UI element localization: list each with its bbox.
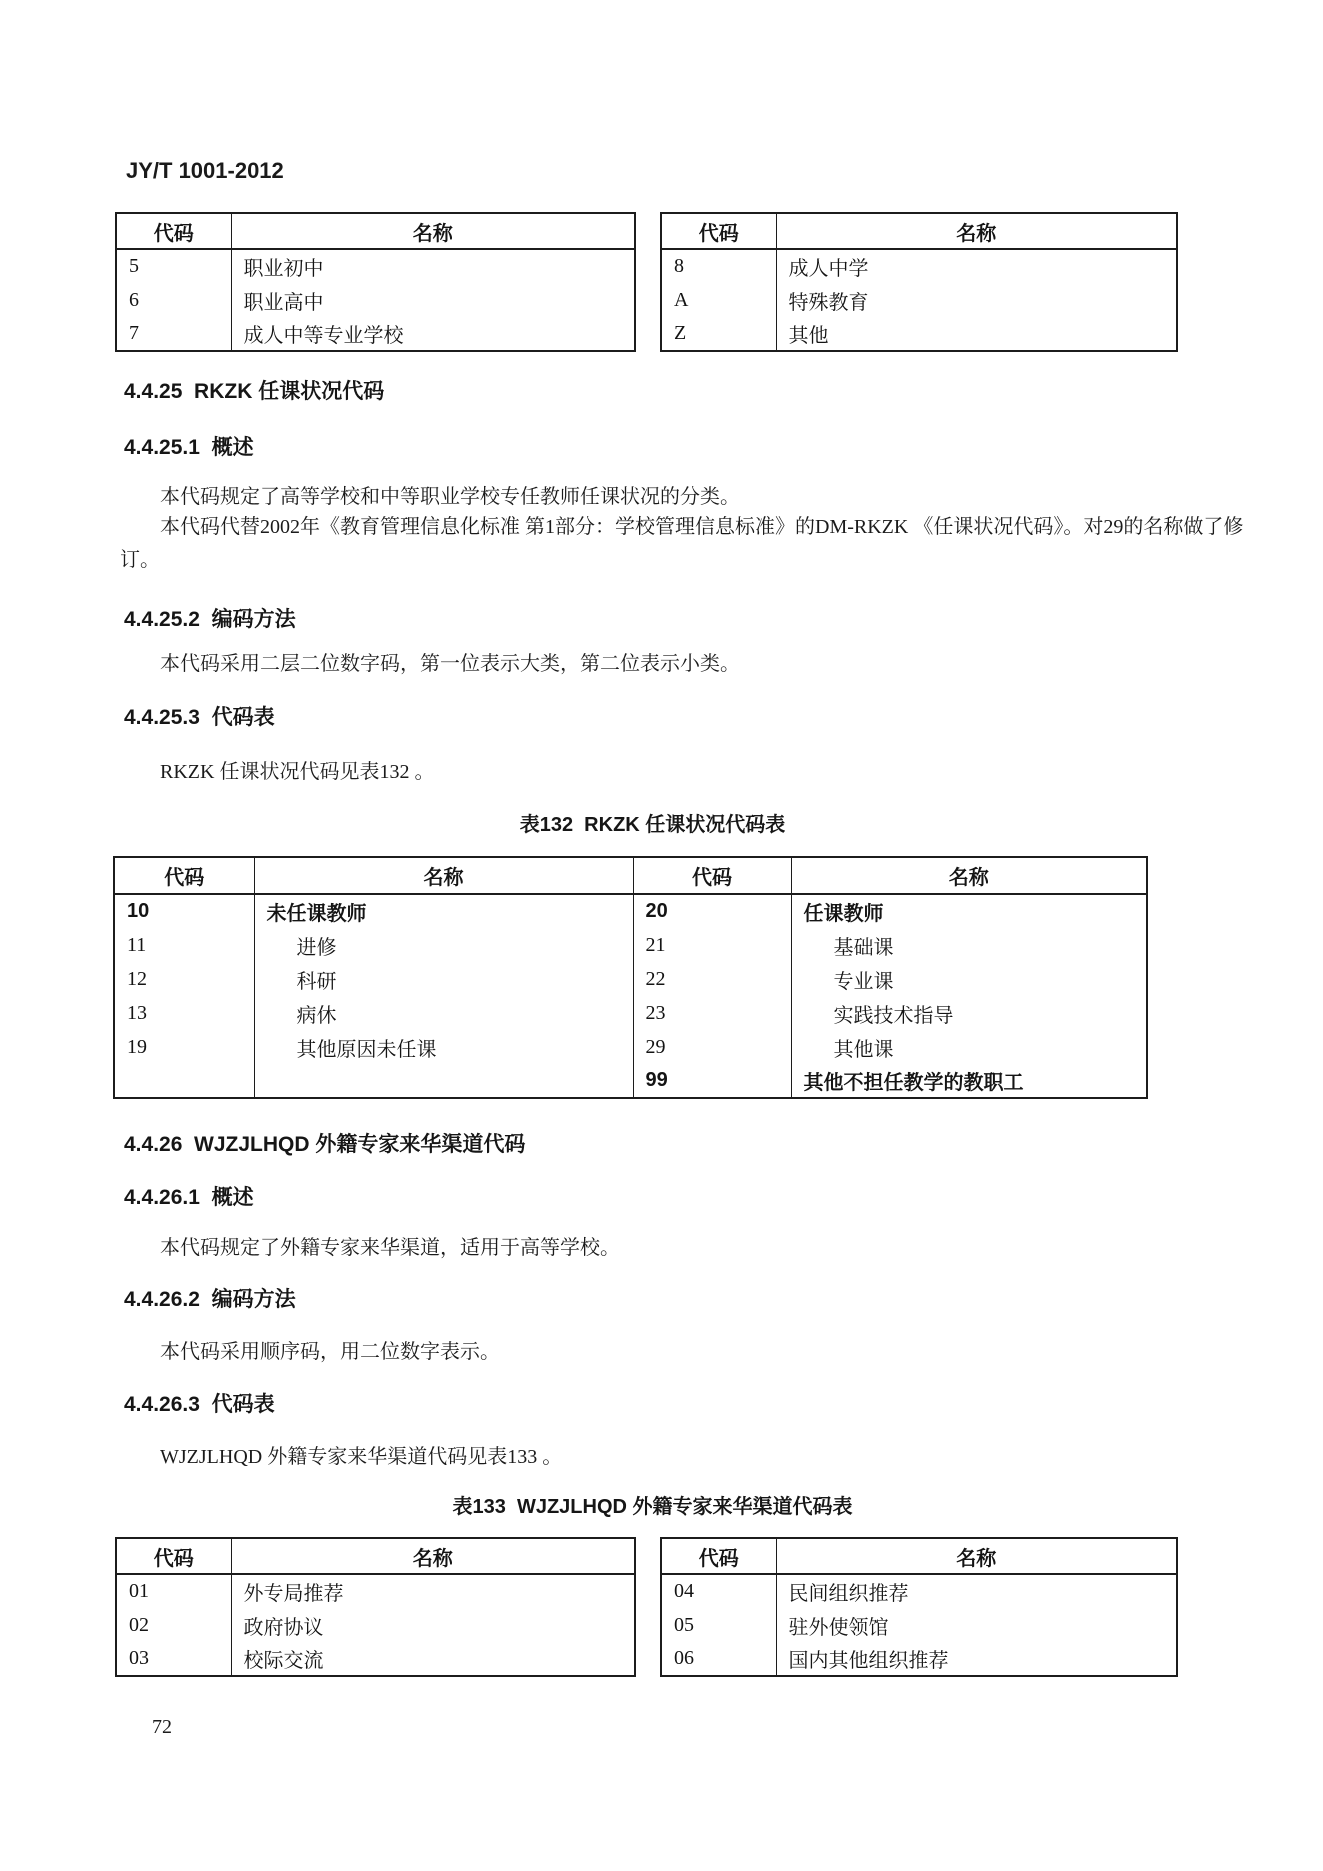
name-cell: 未任课教师 bbox=[254, 894, 633, 928]
name-cell: 民间组织推荐 bbox=[776, 1574, 1177, 1608]
code-table-133-left bbox=[115, 1537, 636, 1677]
name-cell: 其他不担任教学的教职工 bbox=[791, 1064, 1147, 1098]
table-header-row bbox=[116, 1538, 635, 1574]
table-row bbox=[661, 1608, 1177, 1642]
code-cell bbox=[114, 1064, 254, 1098]
column-header-code: 代码 bbox=[114, 857, 254, 894]
paragraph-coding-method: 本代码采用顺序码，用二位数字表示。 bbox=[160, 1341, 500, 1363]
code-cell: 29 bbox=[633, 1030, 791, 1064]
table-133-caption: 表133 WJZJLHQD 外籍专家来华渠道代码表 bbox=[452, 1496, 853, 1518]
table-header-row bbox=[661, 1538, 1177, 1574]
doc-standard-code: JY/T 1001-2012 bbox=[126, 158, 284, 183]
name-cell: 基础课 bbox=[791, 928, 1147, 962]
name-cell: 外专局推荐 bbox=[231, 1574, 635, 1608]
table-row bbox=[661, 317, 1177, 351]
table-row bbox=[116, 249, 635, 283]
table-header-row bbox=[661, 213, 1177, 249]
code-cell: 22 bbox=[633, 962, 791, 996]
section-heading-4-4-25: 4.4.25 RKZK 任课状况代码 bbox=[124, 380, 385, 403]
column-header-name: 名称 bbox=[254, 857, 633, 894]
table-row bbox=[116, 1642, 635, 1676]
name-cell: 进修 bbox=[254, 928, 633, 962]
paragraph-overview: 本代码规定了外籍专家来华渠道，适用于高等学校。 bbox=[160, 1237, 620, 1259]
subsection-heading-4-4-25-2: 4.4.25.2 编码方法 bbox=[124, 608, 296, 631]
name-cell: 专业课 bbox=[791, 962, 1147, 996]
column-header-name: 名称 bbox=[231, 213, 635, 249]
name-cell: 科研 bbox=[254, 962, 633, 996]
code-cell: 13 bbox=[127, 1001, 147, 1024]
name-cell: 成人中学 bbox=[776, 249, 1177, 283]
code-cell: 6 bbox=[129, 288, 139, 311]
code-cell: 05 bbox=[674, 1613, 694, 1636]
section-heading-4-4-26: 4.4.26 WJZJLHQD 外籍专家来华渠道代码 bbox=[124, 1133, 526, 1156]
subsection-heading-4-4-26-1: 4.4.26.1 概述 bbox=[124, 1186, 254, 1209]
name-cell: 病休 bbox=[254, 996, 633, 1030]
code-cell: 01 bbox=[129, 1580, 149, 1602]
code-cell: 12 bbox=[127, 967, 147, 990]
table-row bbox=[661, 283, 1177, 317]
name-cell: 成人中等专业学校 bbox=[231, 317, 635, 351]
name-cell: 其他原因未任课 bbox=[254, 1030, 633, 1064]
table-header-row bbox=[116, 213, 635, 249]
name-cell: 校际交流 bbox=[231, 1642, 635, 1676]
table-row bbox=[116, 1608, 635, 1642]
code-cell: 03 bbox=[129, 1647, 149, 1669]
table-row bbox=[114, 1030, 1147, 1064]
table-row bbox=[661, 249, 1177, 283]
column-header-name: 名称 bbox=[776, 213, 1177, 249]
column-header-code: 代码 bbox=[116, 1538, 231, 1574]
column-header-name: 名称 bbox=[776, 1538, 1177, 1574]
code-cell: 11 bbox=[127, 933, 147, 956]
table-row bbox=[114, 894, 1147, 928]
name-cell: 特殊教育 bbox=[776, 283, 1177, 317]
code-cell: 99 bbox=[633, 1064, 791, 1098]
paragraph-overview-2: 本代码代替2002年《教育管理信息化标准 第1部分：学校管理信息标准》的DM-RKZK 《任课状况代码》。对29的名称做了修订。 bbox=[120, 516, 1244, 571]
subsection-heading-4-4-25-1: 4.4.25.1 概述 bbox=[124, 436, 254, 459]
name-cell: 职业高中 bbox=[231, 283, 635, 317]
paragraph-table-reference: WJZJLHQD 外籍专家来华渠道代码见表133 。 bbox=[160, 1446, 563, 1468]
name-cell: 职业初中 bbox=[231, 249, 635, 283]
table-row bbox=[114, 962, 1147, 996]
name-cell: 政府协议 bbox=[231, 1608, 635, 1642]
table-row bbox=[114, 1064, 1147, 1098]
column-header-code: 代码 bbox=[661, 213, 776, 249]
code-table-133-right bbox=[660, 1537, 1178, 1677]
paragraph-overview-1: 本代码规定了高等学校和中等职业学校专任教师任课状况的分类。 bbox=[160, 486, 740, 508]
column-header-name: 名称 bbox=[791, 857, 1147, 894]
table-row bbox=[661, 1642, 1177, 1676]
table-132-caption: 表132 RKZK 任课状况代码表 bbox=[519, 814, 786, 836]
name-cell: 驻外使领馆 bbox=[776, 1608, 1177, 1642]
code-cell: 02 bbox=[129, 1613, 149, 1636]
subsection-heading-4-4-26-2: 4.4.26.2 编码方法 bbox=[124, 1288, 296, 1311]
code-cell: A bbox=[674, 288, 689, 311]
table-header-row bbox=[114, 857, 1147, 894]
name-cell: 实践技术指导 bbox=[791, 996, 1147, 1030]
paragraph-table-reference: RKZK 任课状况代码见表132 。 bbox=[160, 761, 435, 783]
code-cell: 8 bbox=[674, 255, 684, 277]
code-cell: 23 bbox=[633, 996, 791, 1030]
name-cell: 任课教师 bbox=[791, 894, 1147, 928]
code-cell: 10 bbox=[127, 900, 150, 922]
column-header-code: 代码 bbox=[661, 1538, 776, 1574]
table-row bbox=[116, 1574, 635, 1608]
subsection-heading-4-4-25-3: 4.4.25.3 代码表 bbox=[124, 706, 275, 729]
name-cell: 其他课 bbox=[791, 1030, 1147, 1064]
paragraph-coding-method: 本代码采用二层二位数字码，第一位表示大类，第二位表示小类。 bbox=[160, 653, 740, 675]
code-cell: 7 bbox=[129, 322, 139, 344]
subsection-heading-4-4-26-3: 4.4.26.3 代码表 bbox=[124, 1393, 275, 1416]
column-header-code: 代码 bbox=[633, 857, 791, 894]
name-cell: 其他 bbox=[776, 317, 1177, 351]
code-cell: 20 bbox=[633, 894, 791, 928]
column-header-code: 代码 bbox=[116, 213, 231, 249]
table-row bbox=[114, 996, 1147, 1030]
code-table-132 bbox=[113, 856, 1148, 1099]
code-cell: 04 bbox=[674, 1580, 694, 1602]
code-cell: 21 bbox=[633, 928, 791, 962]
code-cell: 19 bbox=[127, 1035, 147, 1058]
code-cell: 06 bbox=[674, 1647, 694, 1669]
code-cell: Z bbox=[674, 322, 687, 344]
column-header-name: 名称 bbox=[231, 1538, 635, 1574]
table-row bbox=[114, 928, 1147, 962]
code-cell: 5 bbox=[129, 255, 139, 277]
table-row bbox=[116, 283, 635, 317]
name-cell: 国内其他组织推荐 bbox=[776, 1642, 1177, 1676]
carryover-code-table-right bbox=[660, 212, 1178, 352]
carryover-code-table-left bbox=[115, 212, 636, 352]
table-row bbox=[116, 317, 635, 351]
name-cell bbox=[254, 1064, 633, 1098]
page-number: 72 bbox=[152, 1716, 172, 1738]
table-row bbox=[661, 1574, 1177, 1608]
